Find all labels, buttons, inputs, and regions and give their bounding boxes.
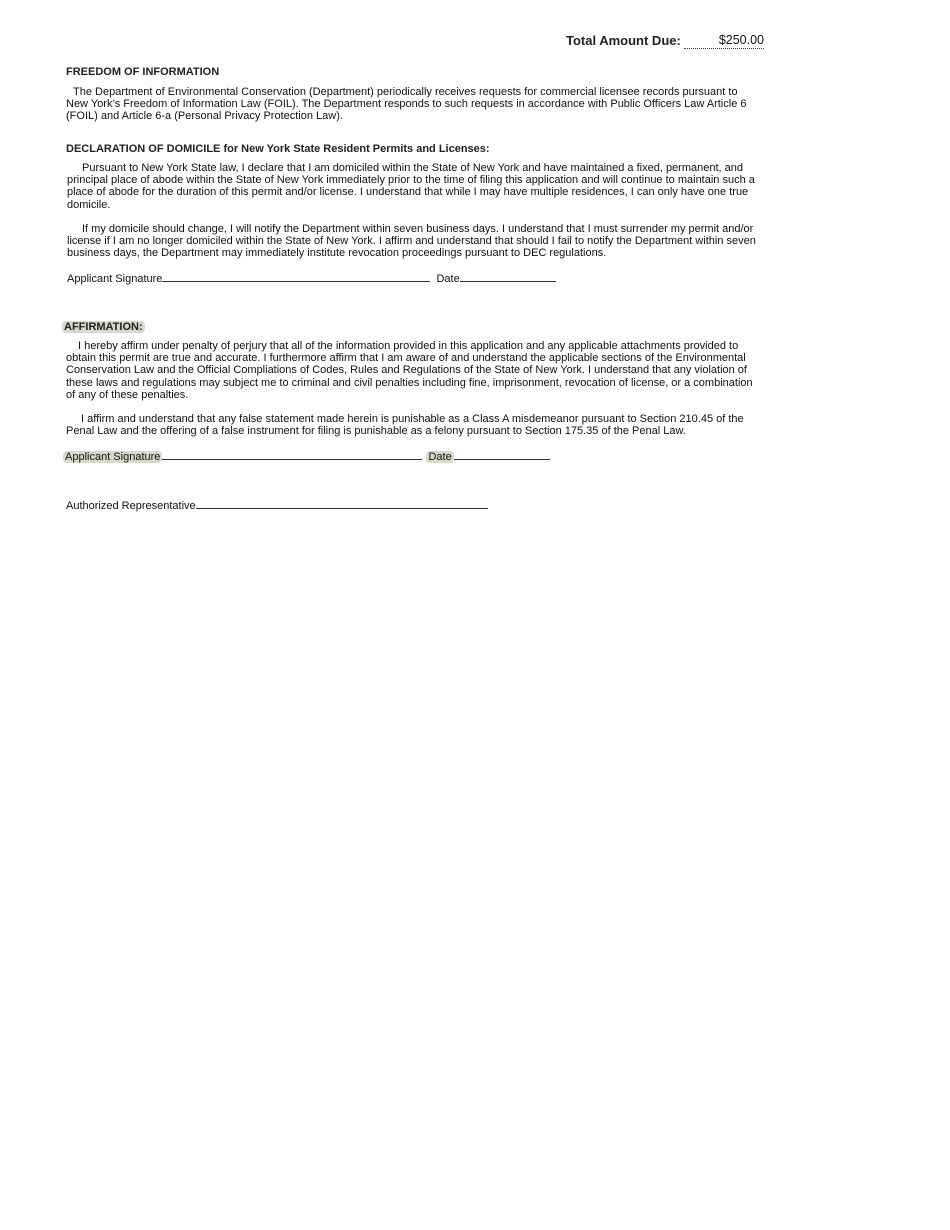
foil-paragraph: The Department of Environmental Conservation (Department) periodically receives requests for commercial licensee records pursuant to New York’s Freedom of Information Law (FOIL). The Department responds to such requests in accordance with Public Officers Law Article 6 (FOIL) and Article 6-a (Personal Privacy Protection Law). — [66, 86, 747, 123]
authorized-representative-field[interactable] — [196, 498, 488, 509]
total-amount-value: $250.00 — [684, 33, 764, 49]
affirmation-date-label: Date — [428, 451, 452, 463]
domicile-paragraph-1: Pursuant to New York State law, I declare that I am domiciled within the State of New York and have maintained a fixed, permanent, and principal place of abode within the State of New York immediately prior to the time of filing this application and will continue to maintain such a place of abode for the duration of this permit and/or license. I understand that while I may have multiple residences, I can only have one true domicile. — [67, 162, 755, 211]
affirmation-paragraph-1: I hereby affirm under penalty of perjury that all of the information provided in this application and any applicable attachments provided to obtain this permit are true and accurate. I furthermore affirm that I am aware of and understand the applicable sections of the Environmental Conservation Law and the Official Compliations of Codes, Rules and Regulations of the State of New York. I understand that any violation of these laws and regulations may subject me to criminal and civil penalties including fine, imprisonment, revocation of license, or a combination of any of these penalties. — [66, 340, 753, 401]
domicile-paragraph-2: If my domicile should change, I will notify the Department within seven business days. I understand that I must surrender my permit and/or license if I am no longer domiciled within the State of New York. I affirm and understand that should I fail to notify the Department within seven business days, the Department may immediately institute revocation proceedings pursuant to DEC regulations. — [67, 223, 756, 260]
domicile-signature-field[interactable] — [162, 271, 430, 282]
affirmation-heading: AFFIRMATION: — [64, 321, 143, 333]
affirmation-signature-field[interactable] — [162, 449, 422, 460]
domicile-date-label: Date — [436, 273, 460, 285]
domicile-signature-label: Applicant Signature — [67, 273, 163, 285]
domicile-signature-row — [67, 271, 556, 285]
foil-heading: FREEDOM OF INFORMATION — [66, 66, 220, 78]
total-amount-label: Total Amount Due: — [566, 33, 681, 48]
domicile-date-field[interactable] — [460, 271, 556, 282]
affirmation-signature-row — [63, 449, 550, 463]
authorized-representative-label: Authorized Representative — [66, 500, 196, 512]
domicile-heading: DECLARATION OF DOMICILE for New York State Resident Permits and Licenses: — [66, 143, 490, 155]
affirmation-paragraph-2: I affirm and understand that any false statement made herein is punishable as a Class A misdemeanor pursuant to Section 210.45 of the Penal Law and the offering of a false instrument for filing is punishable as a felony pursuant to Section 175.35 of the Penal Law. — [66, 413, 744, 438]
affirmation-date-field[interactable] — [454, 449, 550, 460]
affirmation-signature-label: Applicant Signature — [65, 451, 161, 463]
authorized-representative-row — [66, 498, 488, 512]
